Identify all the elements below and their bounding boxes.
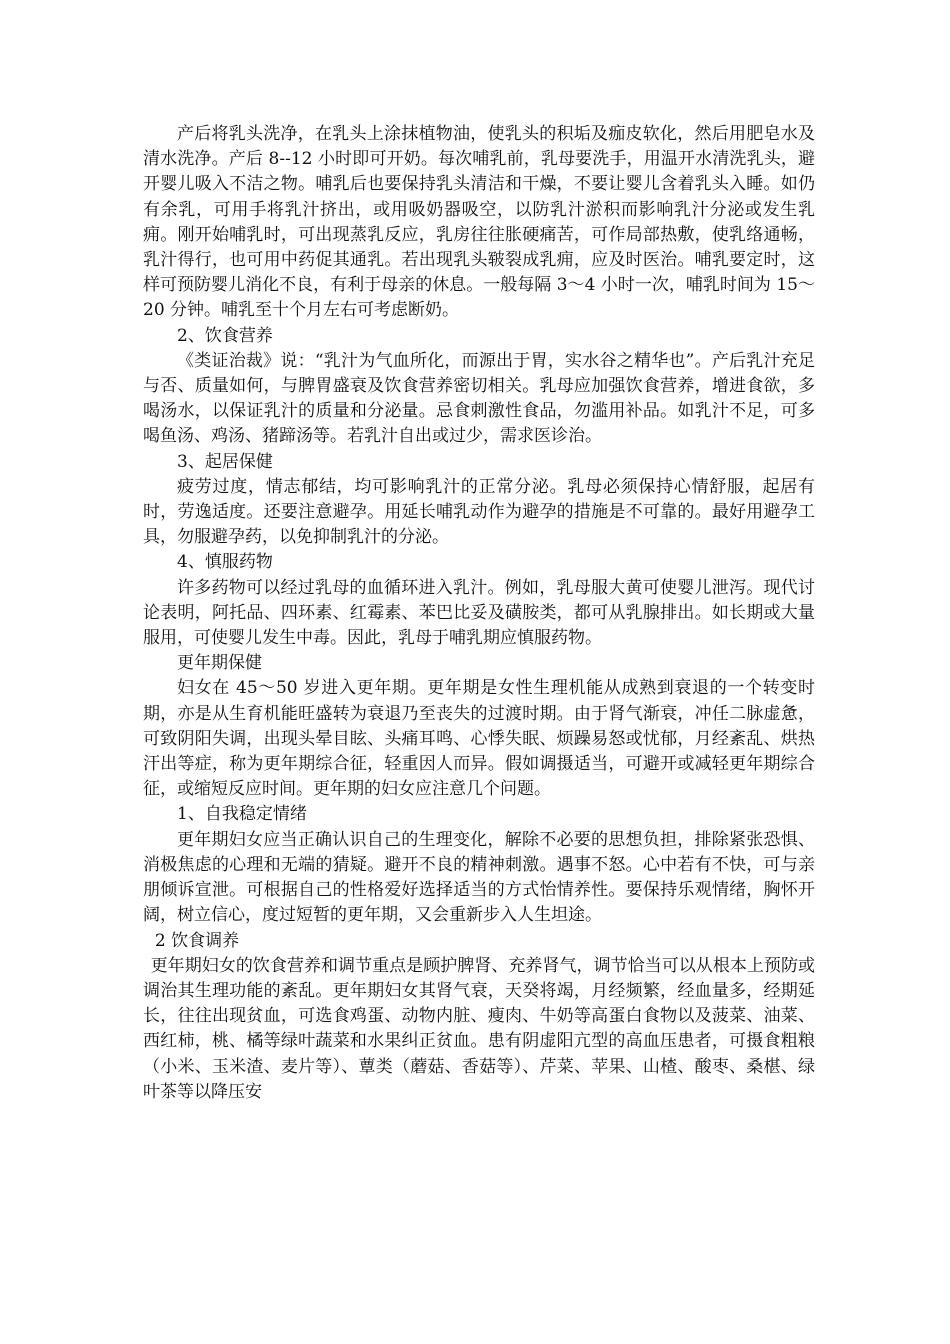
paragraph-emotional-stability: 更年期妇女应当正确认识自己的生理变化，解除不必要的思想负担，排除紧张恐惧、消极焦虑的心理和无端的猜疑。避开不良的精神刺激。遇事不怒。心中若有不快，可与亲朋倾诉宣泄。可根据自己的性格爱好选择适当的方式怡情养性。要保持乐观情绪，胸怀开阔，树立信心，度过短暂的更年期，又会重新步入人生坦途。 bbox=[143, 829, 815, 926]
paragraph-medication-caution: 许多药物可以经过乳母的血循环进入乳汁。例如，乳母服大黄可使婴儿泄泻。现代讨论表明，阿托品、四环素、红霉素、苯巴比妥及磺胺类，都可从乳腺排出。如长期或大量服用，可使婴儿发生中毒。因此，乳母于哺乳期应慎服药物。 bbox=[143, 577, 815, 649]
heading-daily-care: 3、起居保健 bbox=[177, 451, 273, 472]
heading-emotional-stability: 1、自我稳定情绪 bbox=[177, 804, 307, 825]
paragraph-breastfeeding-care: 产后将乳头洗净，在乳头上涂抹植物油，使乳头的积垢及痂皮软化，然后用肥皂水及清水洗净。产后 8--12 小时即可开奶。每次哺乳前，乳母要洗手，用温开水清洗乳头，避开婴儿吸入不洁之物。哺乳后也要保持乳头清洁和干燥，不要让婴儿含着乳头入睡。如仍有余乳，可用手将乳汁挤出，或用吸奶器吸空，以防乳汁淤积而影响乳汁分泌或发生乳痈。刚开始哺乳时，可出现蒸乳反应，乳房往往胀硬痛苦，可作局部热敷，使乳络通畅，乳汁得行，也可用中药促其通乳。若出现乳头皲裂成乳痈，应及时医治。哺乳要定时，这样可预防婴儿消化不良，有利于母亲的休息。一般每隔 3～4 小时一次，哺乳时间为 15～20 分钟。哺乳至十个月左右可考虑断奶。 bbox=[143, 124, 815, 321]
document-body bbox=[143, 122, 815, 1105]
paragraph-diet-regulation: 更年期妇女的饮食营养和调节重点是顾护脾肾、充养肾气，调节恰当可以从根本上预防或调治其生理功能的紊乱。更年期妇女其肾气衰，天癸将竭，月经频繁，经血量多，经期延长，往往出现贫血，可选食鸡蛋、动物内脏、瘦肉、牛奶等高蛋白食物以及菠菜、油菜、西红柿，桃、橘等绿叶蔬菜和水果纠正贫血。患有阴虚阳亢型的高血压患者，可摄食粗粮（小米、玉米渣、麦片等）、蕈类（蘑菇、香菇等）、芹菜、苹果、山楂、酸枣、桑椹、绿叶茶等以降压安 bbox=[143, 955, 815, 1102]
paragraph-diet-nutrition: 《类证治裁》说：“乳汁为气血所化，而源出于胃，实水谷之精华也”。产后乳汁充足与否、质量如何，与脾胃盛衰及饮食营养密切相关。乳母应加强饮食营养，增进食欲，多喝汤水，以保证乳汁的质量和分泌量。忌食刺激性食品，勿滥用补品。如乳汁不足，可多喝鱼汤、鸡汤、猪蹄汤等。若乳汁自出或过少，需求医诊治。 bbox=[143, 350, 815, 447]
heading-diet-regulation: 2 饮食调养 bbox=[154, 930, 240, 951]
paragraph-daily-care: 疲劳过度，情志郁结，均可影响乳汁的正常分泌。乳母必须保持心情舒服，起居有时，劳逸适度。还要注意避孕。用延长哺乳动作为避孕的措施是不可靠的。最好用避孕工具，勿服避孕药，以免抑制乳汁的分泌。 bbox=[143, 476, 815, 548]
heading-diet-nutrition: 2、饮食营养 bbox=[177, 325, 273, 346]
heading-menopause-care: 更年期保健 bbox=[177, 653, 262, 674]
paragraph-menopause-intro: 妇女在 45～50 岁进入更年期。更年期是女性生理机能从成熟到衰退的一个转变时期，亦是从生育机能旺盛转为衰退乃至丧失的过渡时期。由于肾气渐衰，冲任二脉虚惫，可致阴阳失调，出现头晕目眩、头痛耳鸣、心悸失眠、烦躁易怒或忧郁，月经紊乱、烘热汗出等症，称为更年期综合征，轻重因人而异。假如调摄适当，可避开或减轻更年期综合征，或缩短反应时间。更年期的妇女应注意几个问题。 bbox=[143, 678, 815, 800]
heading-medication-caution: 4、慎服药物 bbox=[177, 552, 273, 573]
